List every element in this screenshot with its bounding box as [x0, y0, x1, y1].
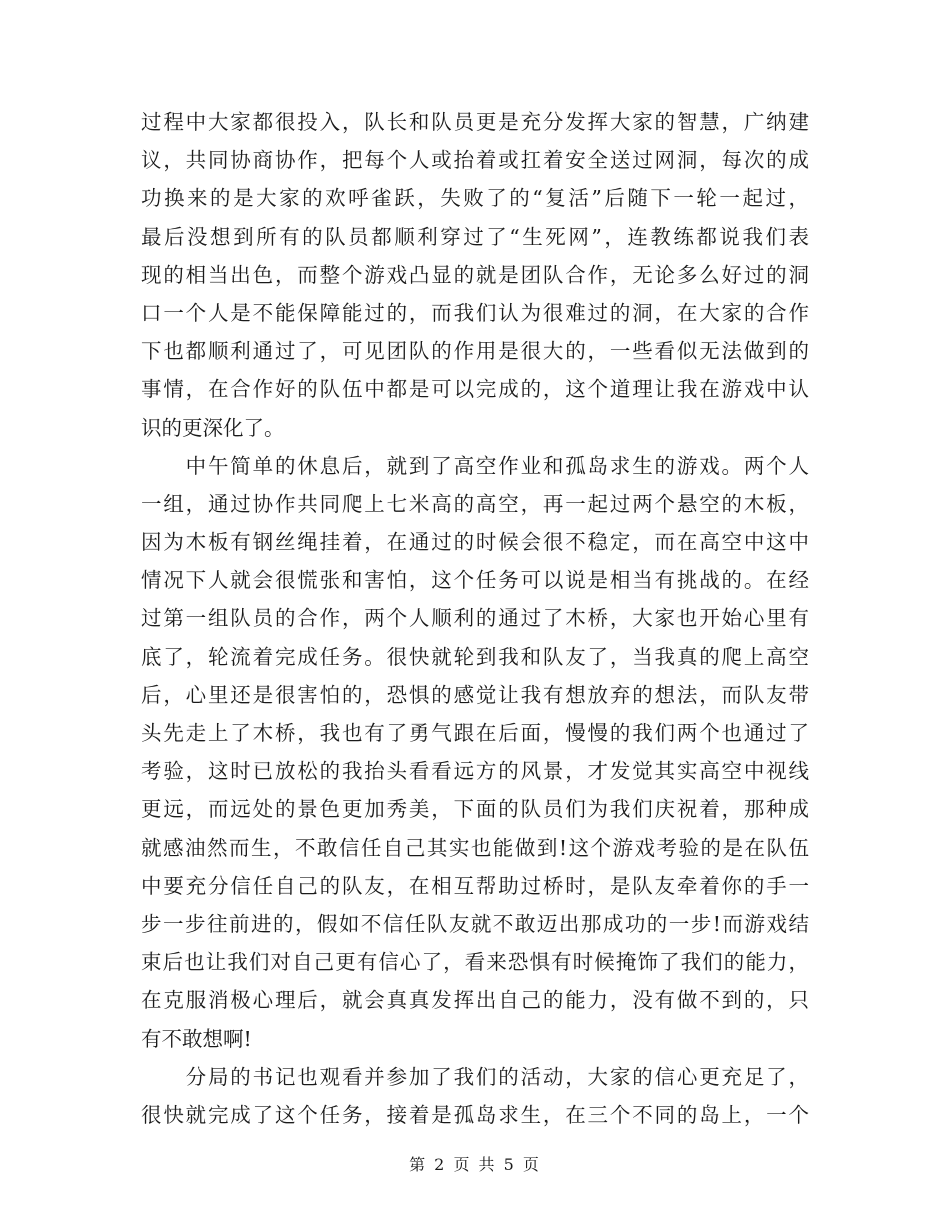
text-line: 分局的书记也观看并参加了我们的活动，大家的信心更充足了，	[141, 1064, 809, 1089]
text-line: 后，心里还是很害怕的，恐惧的感觉让我有想放弃的想法，而队友带	[141, 682, 809, 707]
text-line: 考验，这时已放松的我抬头看看远方的风景，才发觉其实高空中视线	[141, 759, 809, 784]
text-line: 头先走上了木桥，我也有了勇气跟在后面，慢慢的我们两个也通过了	[141, 721, 809, 745]
text-line: 中午简单的休息后，就到了高空作业和孤岛求生的游戏。两个人	[141, 453, 809, 478]
text-line: 口一个人是不能保障能过的，而我们认为很难过的洞，在大家的合作	[141, 300, 809, 325]
page-footer: 第 2 页 共 5 页	[409, 1155, 541, 1174]
text-line: 过第一组队员的合作，两个人顺利的通过了木桥，大家也开始心里有	[141, 606, 809, 631]
text-line: 识的更深化了。	[141, 415, 285, 440]
text-line: 现的相当出色，而整个游戏凸显的就是团队合作，无论多么好过的洞	[141, 262, 809, 287]
text-line: 中要充分信任自己的队友，在相互帮助过桥时，是队友牵着你的手一	[141, 873, 809, 898]
body-text	[141, 103, 809, 1134]
text-line: 步一步往前进的，假如不信任队友就不敢迈出那成功的一步!而游戏结	[141, 911, 809, 936]
text-line: 有不敢想啊!	[141, 1026, 252, 1051]
text-line: 底了，轮流着完成任务。很快就轮到我和队友了，当我真的爬上高空	[141, 644, 809, 669]
text-line: 因为木板有钢丝绳挂着，在通过的时候会很不稳定，而在高空中这中	[141, 530, 809, 555]
text-line: 在克服消极心理后，就会真真发挥出自己的能力，没有做不到的，只	[141, 988, 809, 1013]
text-line: 束后也让我们对自己更有信心了，看来恐惧有时候掩饰了我们的能力，	[141, 950, 809, 975]
text-line: 议，共同协商协作，把每个人或抬着或扛着安全送过网洞，每次的成	[141, 148, 809, 173]
text-line: 很快就完成了这个任务，接着是孤岛求生，在三个不同的岛上，一个	[141, 1102, 809, 1127]
text-line: 功换来的是大家的欢呼雀跃，失败了的“复活”后随下一轮一起过，	[141, 186, 809, 211]
text-line: 最后没想到所有的队员都顺利穿过了“生死网”，连教练都说我们表	[141, 224, 809, 249]
text-line: 就感油然而生，不敢信任自己其实也能做到!这个游戏考验的是在队伍	[141, 835, 809, 860]
text-line: 过程中大家都很投入，队长和队员更是充分发挥大家的智慧，广纳建	[141, 110, 809, 134]
text-line: 更远，而远处的景色更加秀美，下面的队员们为我们庆祝着，那种成	[141, 797, 809, 822]
text-line: 事情，在合作好的队伍中都是可以完成的，这个道理让我在游戏中认	[141, 377, 809, 402]
text-line: 一组，通过协作共同爬上七米高的高空，再一起过两个悬空的木板，	[141, 491, 809, 516]
text-line: 下也都顺利通过了，可见团队的作用是很大的，一些看似无法做到的	[141, 339, 809, 364]
text-line: 情况下人就会很慌张和害怕，这个任务可以说是相当有挑战的。在经	[141, 568, 809, 593]
